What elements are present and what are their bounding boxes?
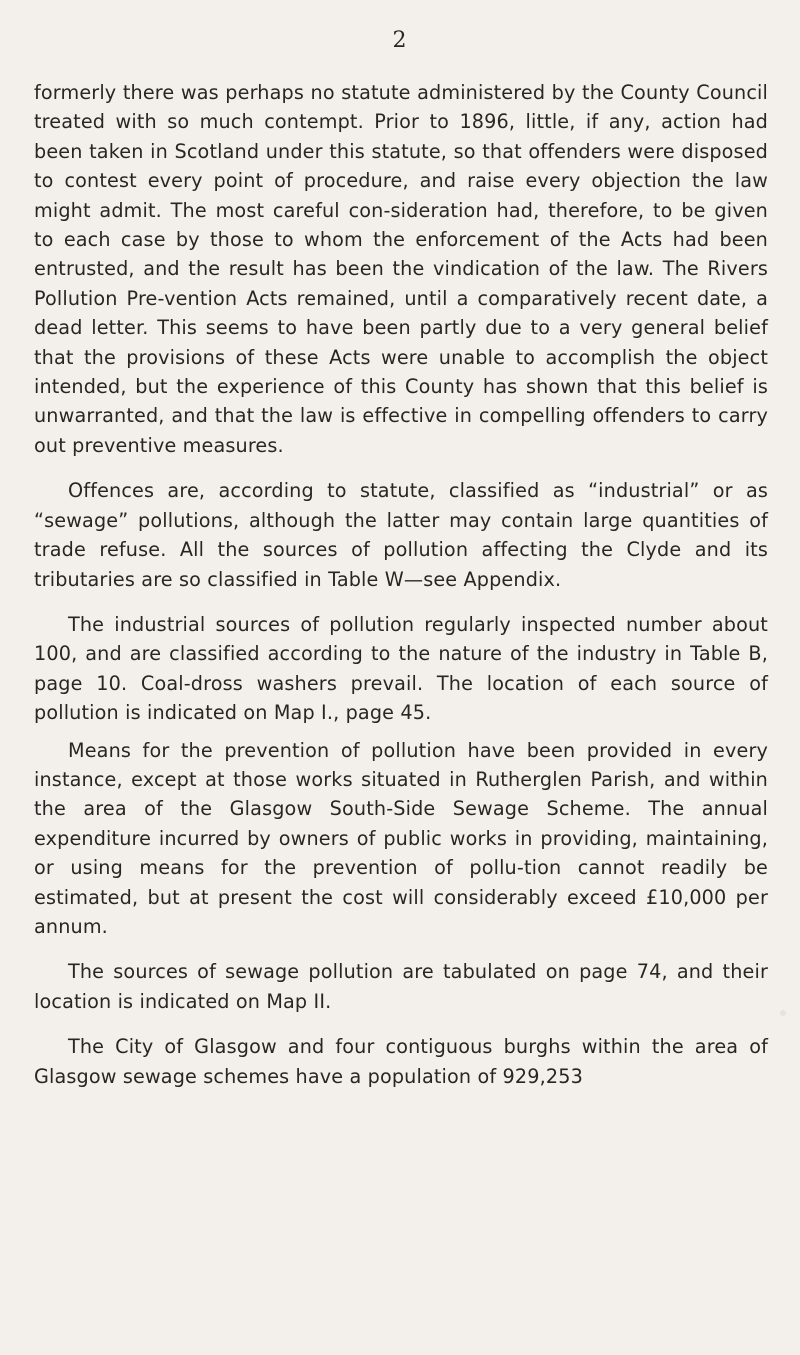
paragraph-1: formerly there was perhaps no statute administered by the County Council treated with so much contempt. Prior to 1896, little, if any, action had been taken in Scotland under this statute, so that offenders were disposed to contest every point of procedure, and raise every objection the law might admit. The most careful con-sideration had, therefore, to be given to each case by those to whom the enforcement of the Acts had been entrusted, and the result has been the vindication of the law. The Rivers Pollution Pre-vention Acts remained, until a comparatively recent date, a dead letter. This seems to have been partly due to a very general belief that the provisions of these Acts were unable to accomplish the object intended, but the experience of this County has shown that this belief is unwarranted, and that the law is effective in compelling offenders to carry out preventive measures.	[34, 81, 768, 457]
paragraph-3: The industrial sources of pollution regularly inspected number about 100, and are classified according to the nature of the industry in Table B, page 10. Coal-dross washers prevail. The location of each source of pollution is indicated on Map I., page 45.	[34, 612, 768, 725]
paper-spot	[780, 1010, 786, 1016]
paragraph-2: Offences are, according to statute, classified as “industrial” or as “sewage” pollutions, although the latter may contain large quantities of trade refuse. All the sources of pollution affecting the Clyde and its tributaries are so classified in Table W—see Appendix.	[34, 479, 768, 591]
paragraph-5: The sources of sewage pollution are tabulated on page 74, and their location is indicated on Map II.	[34, 960, 768, 1013]
paragraph-4: Means for the prevention of pollution have been provided in every instance, except at those works situated in Rutherglen Parish, and within the area of the Glasgow South-Side Sewage Scheme. The annual expenditure incurred by owners of public works in providing, maintaining, or using means for the prevention of pollu-tion cannot readily be estimated, but at present the cost will considerably exceed £10,000 per annum.	[34, 738, 768, 938]
body-text	[34, 78, 768, 1091]
page-number: 2	[392, 28, 408, 53]
paragraph-6: The City of Glasgow and four contiguous burghs within the area of Glasgow sewage schemes have a population of 929,253	[34, 1035, 768, 1088]
